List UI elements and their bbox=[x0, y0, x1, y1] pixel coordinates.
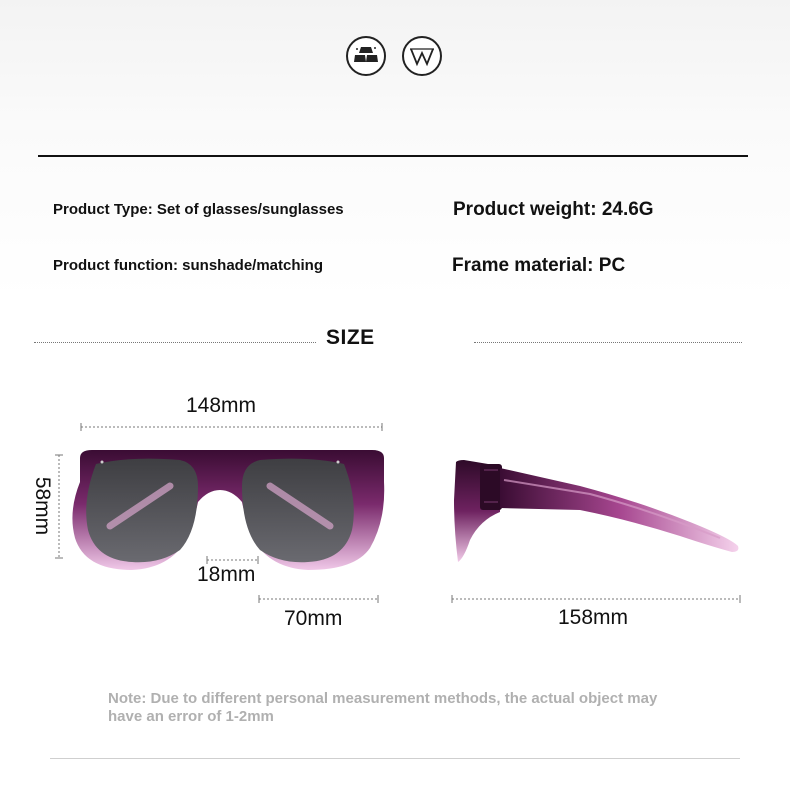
side-temple-arm bbox=[500, 468, 738, 552]
side-view-diagram bbox=[440, 440, 760, 620]
gold-bars-icon bbox=[346, 36, 386, 76]
temple-dimension-line bbox=[452, 595, 740, 603]
width-label: 148mm bbox=[186, 394, 257, 417]
bridge-label: 18mm bbox=[197, 563, 256, 586]
side-hinge bbox=[480, 464, 502, 510]
size-divider-left bbox=[34, 342, 316, 343]
lens-label: 70mm bbox=[284, 607, 343, 630]
frame-material: Frame material: PC bbox=[452, 255, 626, 276]
header-divider bbox=[38, 155, 748, 157]
product-type: Product Type: Set of glasses/sunglasses bbox=[53, 201, 344, 218]
footer-divider bbox=[50, 758, 740, 759]
size-title: SIZE bbox=[326, 326, 375, 349]
product-weight: Product weight: 24.6G bbox=[453, 199, 654, 220]
height-label: 58mm bbox=[31, 476, 55, 536]
temple-label: 158mm bbox=[558, 606, 629, 629]
brand-w-icon bbox=[402, 36, 442, 76]
height-dimension-line bbox=[55, 455, 63, 558]
left-lens bbox=[86, 459, 198, 563]
front-view-diagram bbox=[30, 390, 410, 640]
product-function: Product function: sunshade/matching bbox=[53, 257, 324, 274]
size-divider-right bbox=[474, 342, 742, 343]
note-line-1: Note: Due to different personal measurement methods, the actual object may bbox=[108, 690, 658, 707]
width-dimension-line bbox=[81, 423, 382, 431]
note-line-2: have an error of 1-2mm bbox=[108, 708, 274, 725]
right-lens bbox=[242, 459, 354, 563]
lens-dimension-line bbox=[259, 595, 378, 603]
measurement-note bbox=[108, 690, 708, 726]
